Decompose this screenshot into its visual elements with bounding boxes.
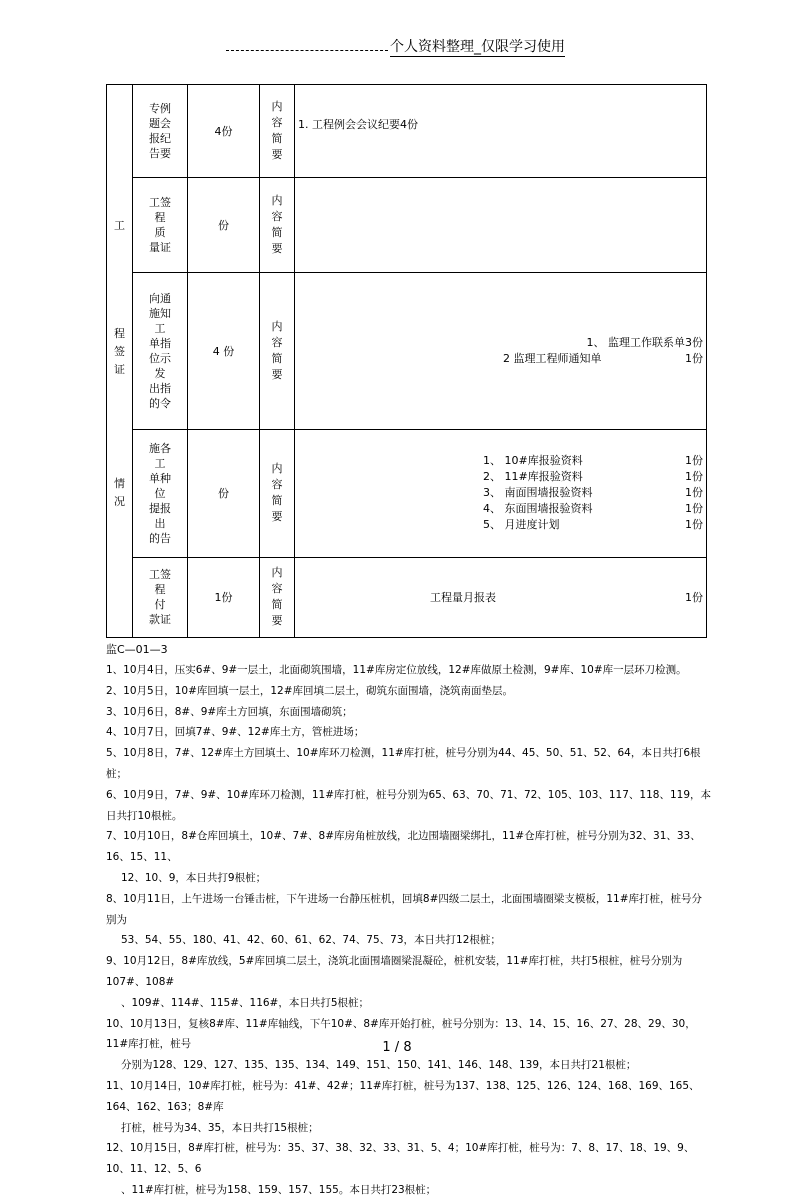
content-item-qty: 1份 [685, 502, 703, 516]
row-label-char: 单种 [149, 471, 171, 485]
table-row [107, 429, 707, 557]
field-label-char: 内 [271, 100, 283, 114]
note-line: 3、10月6日，8#、9#库土方回填，东面围墙砌筑； [106, 705, 353, 718]
content-item [298, 501, 703, 517]
row-label-char: 程 [154, 583, 166, 597]
content-item [298, 351, 703, 367]
category-char: 证 [114, 363, 125, 376]
content-text: 1. 工程例会会议纪要4份 [298, 118, 418, 131]
note-item [106, 1076, 712, 1138]
row-label-char: 工签 [149, 568, 171, 582]
row-label [133, 178, 188, 273]
note-item [106, 889, 712, 951]
field-label [260, 178, 295, 273]
row-label-char: 工 [154, 456, 166, 470]
row-label-char: 向通 [149, 291, 171, 305]
row-label-char: 工签 [149, 196, 171, 210]
content-item-name: 1、 10#库报验资料 [483, 454, 583, 468]
row-content [295, 429, 707, 557]
field-label-char: 容 [271, 210, 283, 224]
field-label [260, 429, 295, 557]
field-label-char: 容 [271, 582, 283, 596]
table-row [107, 178, 707, 273]
note-item [106, 722, 712, 743]
content-item [298, 485, 703, 501]
row-label-char: 告要 [149, 147, 171, 161]
row-label-char: 专例 [149, 102, 171, 116]
note-line: 分别为128、129、127、135、135、134、149、151、150、141、146、148、139，本日共打21根桩； [121, 1059, 637, 1072]
row-label-char: 的告 [149, 531, 171, 545]
row-label [133, 429, 188, 557]
note-line: 打桩，桩号为34、35，本日共打15根桩； [121, 1121, 319, 1134]
row-label-char: 付 [154, 598, 166, 612]
table-row [107, 85, 707, 178]
note-line: 7、10月10日，8#仓库回填土，10#、7#、8#库房角桩放线，北边围墙圈梁绑扎，11#仓库打桩，桩号分别为32、31、33、16、15、11、 [106, 830, 701, 864]
row-label [133, 85, 188, 178]
content-item-name: 工程量月报表 [430, 591, 496, 605]
field-label [260, 557, 295, 637]
note-line: 1、10月4日，压实6#、9#一层土，北面砌筑围墙，11#库房定位放线，12#库做原土检测，9#库、10#库一层环刀检测。 [106, 664, 687, 676]
category-char: 签 [114, 345, 125, 358]
field-label [260, 85, 295, 178]
row-label-char: 单指 [149, 336, 171, 350]
header-dashes [226, 50, 388, 51]
field-label-char: 容 [271, 478, 283, 492]
content-item [298, 469, 703, 485]
field-label-char: 容 [271, 335, 283, 349]
field-label-char: 简 [271, 132, 283, 146]
row-label-char: 题会 [149, 117, 171, 131]
note-line: 6、10月9日，7#、9#、10#库环刀检测，11#库打桩，桩号分别为65、63、70、71、72、105、103、117、118、119，本日共打10根桩。 [106, 788, 712, 822]
row-count: 4份 [188, 85, 260, 178]
field-label-char: 要 [271, 367, 283, 381]
page-number: 1 / 8 [382, 1040, 412, 1055]
field-label-char: 要 [271, 614, 283, 628]
category-part1: 工 [114, 219, 125, 232]
row-count: 4 份 [188, 273, 260, 429]
content-item-qty: 1份 [685, 351, 703, 365]
note-item [106, 681, 712, 702]
field-label-char: 简 [271, 226, 283, 240]
row-label-char: 款证 [149, 613, 171, 627]
note-line: 11、10月14日，10#库打桩，桩号为：41#、42#；11#库打桩，桩号为137、138、125、126、124、168、169、165、164、162、163；8#库 [106, 1079, 700, 1113]
field-label-char: 容 [271, 116, 283, 130]
content-item-name: 3、 南面围墙报验资料 [483, 486, 593, 500]
category-cell [107, 85, 133, 638]
note-line: 12、10、9，本日共打9根桩； [121, 871, 267, 884]
note-line: 12、10月15日，8#库打桩，桩号为：35、37、38、32、33、31、5、4；10#库打桩，桩号为：7、8、17、18、19、9、10、11、12、5、6 [106, 1142, 695, 1176]
row-label-char: 质 [154, 226, 166, 240]
note-item [106, 951, 712, 1013]
field-label [260, 273, 295, 429]
note-item [106, 702, 712, 723]
table-row [107, 273, 707, 429]
content-item-qty: 1份 [685, 454, 703, 468]
field-label-char: 要 [271, 148, 283, 162]
content-item-name: 1、 监理工作联系单3份 [586, 335, 703, 349]
field-label-char: 内 [271, 462, 283, 476]
content-item-qty: 1份 [685, 470, 703, 484]
row-content [295, 85, 707, 178]
note-item [106, 660, 712, 681]
note-line: 5、10月8日，7#、12#库土方回填土、10#库环刀检测，11#库打桩，桩号分别为44、45、50、51、52、64，本日共打6根桩； [106, 747, 701, 780]
note-item [106, 743, 712, 785]
note-line: 2、10月5日，10#库回填一层土，12#库回填二层土，砌筑东面围墙，浇筑南面垫层。 [106, 684, 514, 697]
row-content [295, 273, 707, 429]
note-line: 、109#、114#、115#、116#，本日共打5根桩； [121, 996, 370, 1009]
note-item [106, 826, 712, 888]
row-label [133, 273, 188, 429]
row-label-char: 位示 [149, 351, 171, 365]
field-label-char: 要 [271, 510, 283, 524]
content-item [298, 517, 703, 533]
content-item-name: 5、 月进度计划 [483, 518, 560, 532]
row-label-char: 出 [154, 516, 166, 530]
row-label-char: 位 [154, 486, 166, 500]
row-label-char: 发 [154, 366, 166, 380]
header-text: 个人资料整理_仅限学习使用 [390, 36, 565, 57]
note-line: 10、10月13日，复核8#库、11#库轴线，下午10#、8#库开始打桩，桩号分别为：13、14、15、16、27、28、29、30，11#库打桩，桩号 [106, 1017, 696, 1051]
row-label-char: 施知 [149, 306, 171, 320]
row-content [295, 178, 707, 273]
row-label-char: 量证 [149, 241, 171, 255]
row-label-char: 程 [154, 211, 166, 225]
note-line: 9、10月12日，8#库放线，5#库回填二层土，浇筑北面围墙圈梁混凝砼，桩机安装，11#库打桩，共打5根桩，桩号分别为107#、108# [106, 955, 683, 988]
field-label-char: 内 [271, 194, 283, 208]
table-row [107, 557, 707, 637]
field-label-char: 内 [271, 566, 283, 580]
note-line: 53、54、55、180、41、42、60、61、62、74、75、73，本日共打12根桩； [121, 934, 501, 947]
note-line: 4、10月7日，回填7#、9#、12#库土方，管桩进场； [106, 726, 365, 739]
row-count: 1份 [188, 557, 260, 637]
row-count: 份 [188, 429, 260, 557]
row-label-char: 出指 [149, 381, 171, 395]
row-count: 份 [188, 178, 260, 273]
content-item-qty: 1份 [685, 591, 703, 605]
form-code: 监C—01—3 [106, 643, 168, 656]
row-label-char: 工 [154, 321, 166, 335]
content-item [298, 335, 703, 351]
engineering-visa-table [106, 84, 707, 638]
note-item [106, 1138, 712, 1200]
field-label-char: 简 [271, 494, 283, 508]
row-label [133, 557, 188, 637]
content-item-name: 4、 东面围墙报验资料 [483, 502, 593, 516]
category-char: 情 [114, 477, 125, 490]
category-char: 况 [114, 495, 125, 508]
daily-notes [106, 660, 712, 1201]
note-line: 、11#库打桩，桩号为158、159、157、155。本日共打23根桩； [121, 1183, 437, 1196]
note-item [106, 785, 712, 827]
category-char: 程 [114, 327, 125, 340]
content-item [298, 453, 703, 469]
row-content [295, 557, 707, 637]
field-label-char: 内 [271, 319, 283, 333]
content-item-name: 2、 11#库报验资料 [483, 470, 583, 484]
row-label-char: 提报 [149, 501, 171, 515]
field-label-char: 简 [271, 598, 283, 612]
content-item-qty: 1份 [685, 486, 703, 500]
row-label-char: 的令 [149, 396, 171, 410]
content-item-name: 2 监理工程师通知单 [503, 351, 602, 365]
row-label-char: 报纪 [149, 132, 171, 146]
note-line: 8、10月11日，上午进场一台锤击桩，下午进场一台静压桩机，回填8#四级二层土，北面围墙圈梁支模板，11#库打桩，桩号分别为 [106, 892, 703, 926]
content-item-qty: 1份 [685, 518, 703, 532]
row-label-char: 施各 [149, 441, 171, 455]
field-label-char: 要 [271, 242, 283, 256]
field-label-char: 简 [271, 351, 283, 365]
